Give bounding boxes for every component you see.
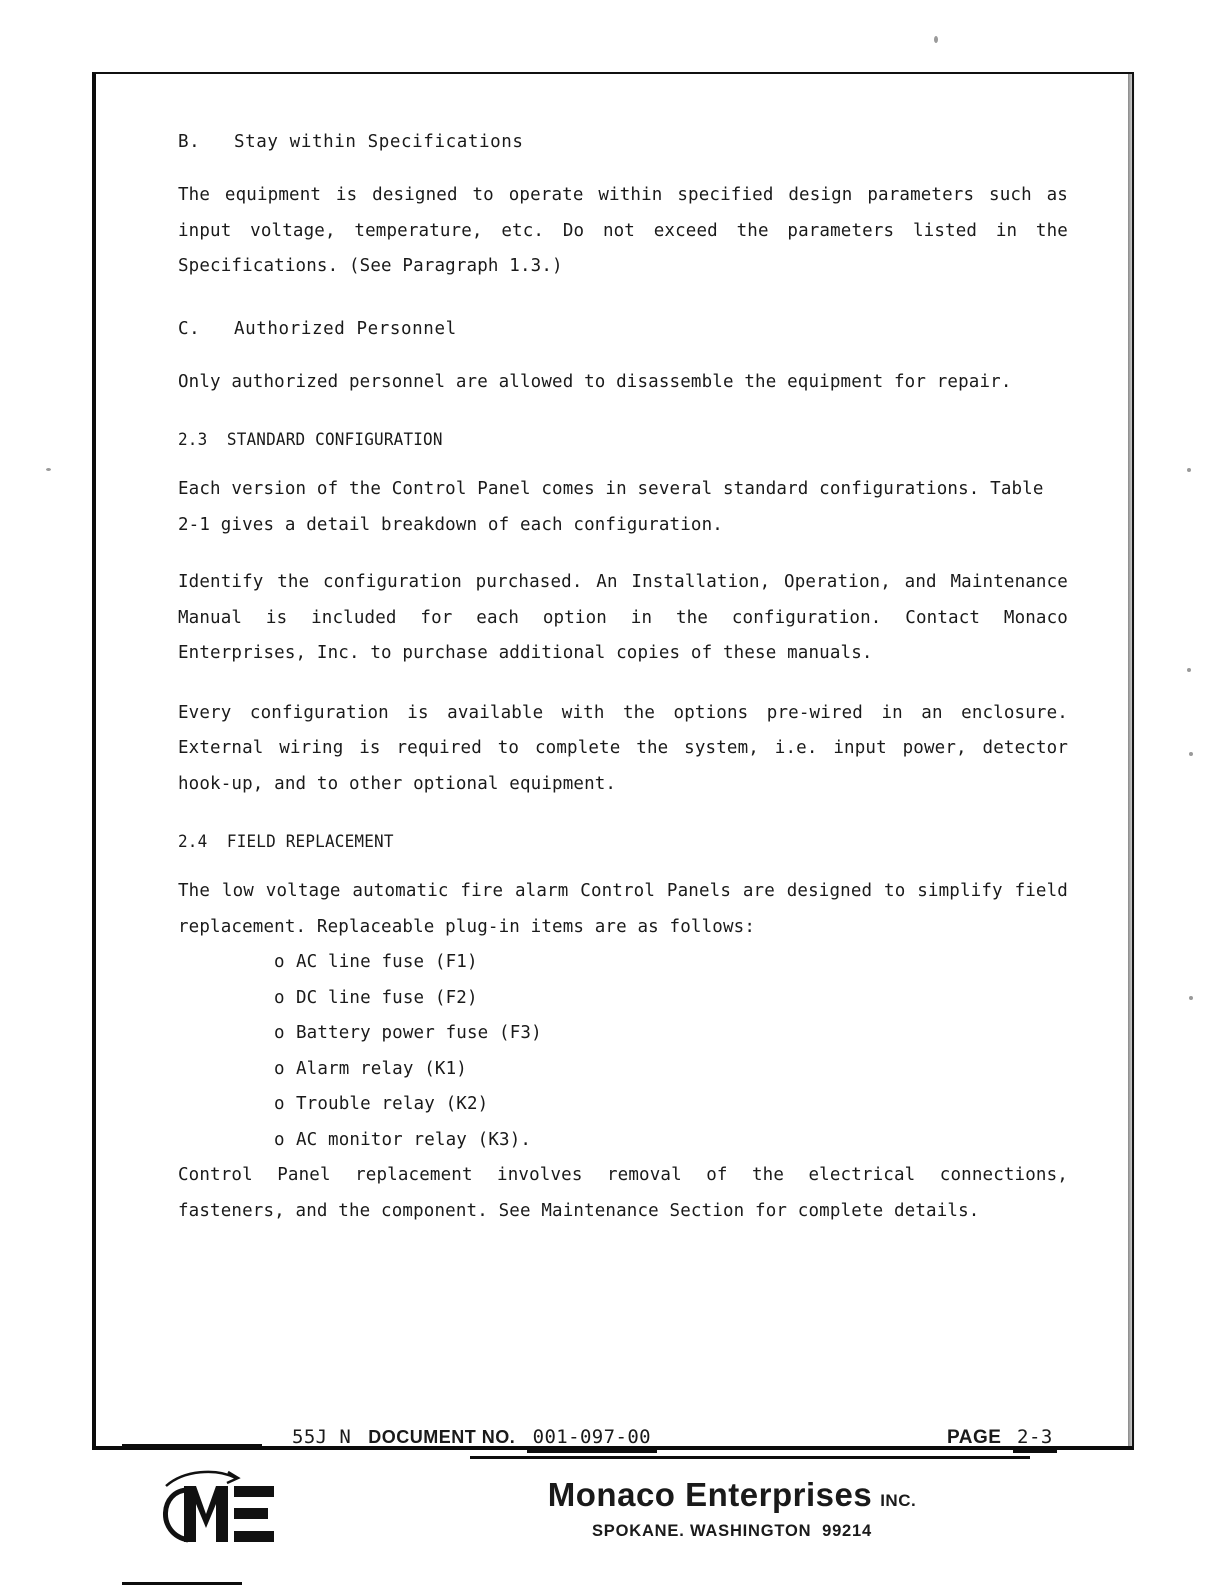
- document-number-line: [292, 1426, 657, 1449]
- heading-authorized-personnel: [178, 319, 1068, 339]
- list-bullet: o: [274, 1058, 285, 1079]
- paragraph-24-closing: Control Panel replacement involves removal of the electrical connections, fasteners, and the component. See Maintenance Section for complete details.: [178, 1165, 1068, 1221]
- list-item: [274, 1052, 1068, 1088]
- list-bullet: o: [274, 952, 285, 972]
- list-item-label: DC line fuse (F2): [296, 987, 478, 1008]
- company-suffix: INC.: [880, 1491, 917, 1510]
- list-item: [274, 945, 1068, 981]
- company-block: [432, 1476, 1032, 1541]
- page-number-line: [947, 1426, 1057, 1449]
- scan-speck: [46, 468, 51, 471]
- paragraph-23-1: Each version of the Control Panel comes in several standard configurations. Table 2-1 gives a detail breakdown of each configuration.: [178, 479, 1044, 535]
- document-body: [178, 132, 1068, 1253]
- list-item: [274, 1123, 1068, 1159]
- company-name: Monaco Enterprises: [547, 1476, 873, 1513]
- scan-edge-shadow: [1128, 74, 1135, 1446]
- page-label: PAGE: [947, 1427, 1002, 1448]
- list-bullet: o: [274, 1023, 285, 1043]
- footer-rule-left: [122, 1444, 262, 1448]
- list-item: [274, 981, 1068, 1017]
- list-item-label: Alarm relay (K1): [296, 1058, 467, 1079]
- monaco-logo: [154, 1470, 284, 1544]
- list-bullet: o: [274, 1094, 285, 1114]
- page-footer: [92, 1404, 1152, 1584]
- company-city: SPOKANE. WASHINGTON 99214: [592, 1522, 872, 1540]
- list-item-label: Trouble relay (K2): [296, 1094, 489, 1114]
- form-serial: 55J N: [292, 1426, 352, 1448]
- scan-speck: [934, 36, 938, 43]
- paragraph-23-3: Every configuration is available with the options pre-wired in an enclosure. External wiring is required to complete the system, i.e. input power, detector hook-up, and to other optional equipment.: [178, 702, 1068, 794]
- list-item: [274, 1016, 1068, 1052]
- list-item-label: AC monitor relay (K3).: [296, 1129, 532, 1150]
- list-item: [274, 1087, 1068, 1123]
- document-no-rule: [470, 1456, 1030, 1459]
- scan-speck: [1189, 752, 1193, 756]
- heading-number-24: 2.4: [178, 832, 208, 852]
- heading-number-23: 2.3: [178, 430, 208, 450]
- heading-title-24: FIELD REPLACEMENT: [226, 832, 394, 852]
- heading-label-c: C.: [178, 318, 201, 339]
- heading-title-b: Stay within Specifications: [234, 132, 524, 152]
- scan-speck: [1187, 668, 1191, 672]
- heading-title-23: STANDARD CONFIGURATION: [226, 430, 443, 450]
- heading-stay-within-specifications: [178, 132, 1068, 152]
- replaceable-items-list: [178, 945, 1068, 1158]
- heading-label-b: B.: [178, 132, 201, 152]
- heading-title-c: Authorized Personnel: [234, 318, 457, 339]
- page-value: 2-3: [1013, 1426, 1057, 1453]
- paragraph-24-intro: The low voltage automatic fire alarm Control Panels are designed to simplify field replacement. Replaceable plug-in items are as follows:: [178, 881, 1068, 937]
- document-no-value: 001-097-00: [527, 1426, 657, 1453]
- paragraph-23-2: Identify the configuration purchased. An Installation, Operation, and Maintenance Manual is included for each option in the configuration. Contact Monaco Enterprises, Inc. to purchase additional copies of these manuals.: [178, 572, 1068, 663]
- scan-speck: [1189, 996, 1193, 1000]
- heading-standard-configuration: [178, 430, 1015, 450]
- list-item-label: Battery power fuse (F3): [296, 1023, 542, 1043]
- list-item-label: AC line fuse (F1): [296, 952, 478, 972]
- list-bullet: o: [274, 1129, 285, 1150]
- heading-field-replacement: [178, 832, 1015, 852]
- list-bullet: o: [274, 987, 285, 1008]
- scan-speck: [1187, 468, 1191, 472]
- paragraph-authorized-personnel: Only authorized personnel are allowed to disassemble the equipment for repair.: [178, 371, 1012, 392]
- document-no-label: DOCUMENT NO.: [368, 1427, 516, 1447]
- paragraph-stay-within-specifications: The equipment is designed to operate within specified design parameters such as input voltage, temperature, etc. Do not exceed the parameters listed in the Specifications. (See Paragraph 1.3.): [178, 185, 1068, 276]
